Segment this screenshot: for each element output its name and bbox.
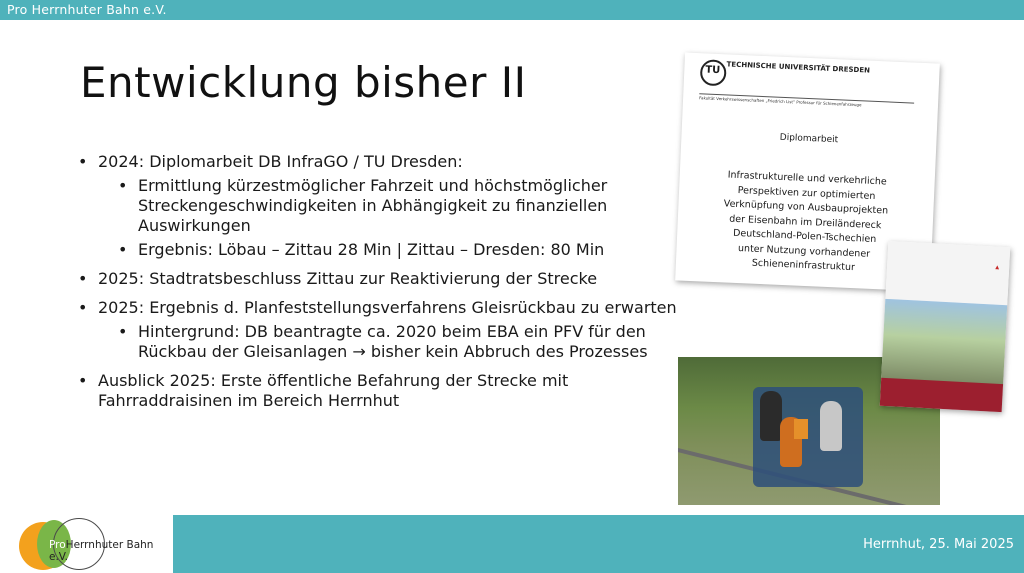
brochure-photo bbox=[881, 299, 1007, 385]
tu-logo-icon bbox=[700, 59, 727, 86]
thesis-kind: Diplomarbeit bbox=[779, 132, 839, 146]
bullet-item: • 2025: Ergebnis d. Planfeststellungsverfahrens Gleisrückbau zu erwarten • Hintergrund: DB beantragte ca. 2020 beim EBA ein PFV für den Rückbau der Gleisanlagen → bisher kein Abbruch des Prozesses bbox=[78, 298, 678, 362]
footer-date: Herrnhut, 25. Mai 2025 bbox=[863, 537, 1014, 552]
footer-bar bbox=[173, 515, 1024, 573]
thesis-title: Infrastrukturelle und verkehrliche Perspektiven zur optimierten Verknüpfung von Ausbauprojekten der Eisenbahn im Dreiländereck Deutschland-Polen-Tschechien unter Nutzung vorhandener Schieneninfrastruktur bbox=[723, 169, 889, 274]
org-name: Pro Herrnhuter Bahn e.V. bbox=[7, 2, 167, 17]
brochure-logo-icon: ▲ bbox=[995, 264, 1000, 271]
header-bar bbox=[0, 0, 1024, 20]
bullet-item: • 2025: Stadtratsbeschluss Zittau zur Reaktivierung der Strecke bbox=[78, 269, 678, 289]
sub-bullet-item: • Hintergrund: DB beantragte ca. 2020 beim EBA ein PFV für den Rückbau der Gleisanlagen → bisher kein Abbruch des Prozesses bbox=[118, 322, 678, 362]
person-figure bbox=[760, 391, 782, 441]
bullet-item: • 2024: Diplomarbeit DB InfraGO / TU Dresden: • Ermittlung kürzestmöglicher Fahrzeit und höchstmöglicher Streckengeschwindigkeiten in Abhängigkeit zu finanziellen Auswirkungen • Ergebnis: Löbau – Zittau 28 Min | Zittau – Dresden: 80 Min bbox=[78, 152, 678, 260]
university-name: TECHNISCHE UNIVERSITÄT DRESDEN bbox=[726, 60, 871, 75]
org-logo bbox=[15, 518, 173, 573]
sub-bullet-list bbox=[98, 176, 678, 260]
sub-bullet-list bbox=[98, 322, 678, 362]
sub-bullet-item: • Ermittlung kürzestmöglicher Fahrzeit und höchstmöglicher Streckengeschwindigkeiten in Abhängigkeit zu finanziellen Auswirkungen bbox=[118, 176, 678, 236]
bullet-item: • Ausblick 2025: Erste öffentliche Befahrung der Strecke mit Fahrraddraisinen im Bereich Herrnhut bbox=[78, 371, 678, 411]
brochure-image bbox=[880, 241, 1010, 412]
logo-text: ProHerrnhuter Bahn e.V. bbox=[49, 539, 154, 563]
faculty-line: Fakultät Verkehrswissenschaften „Friedrich List“ Professur für Schienenfahrzeuge bbox=[699, 95, 862, 108]
person-figure bbox=[794, 419, 808, 439]
slide-title: Entwicklung bisher II bbox=[80, 58, 527, 107]
bullet-list bbox=[78, 152, 678, 420]
sub-bullet-item: • Ergebnis: Löbau – Zittau 28 Min | Zittau – Dresden: 80 Min bbox=[118, 240, 678, 260]
person-figure bbox=[820, 401, 842, 451]
